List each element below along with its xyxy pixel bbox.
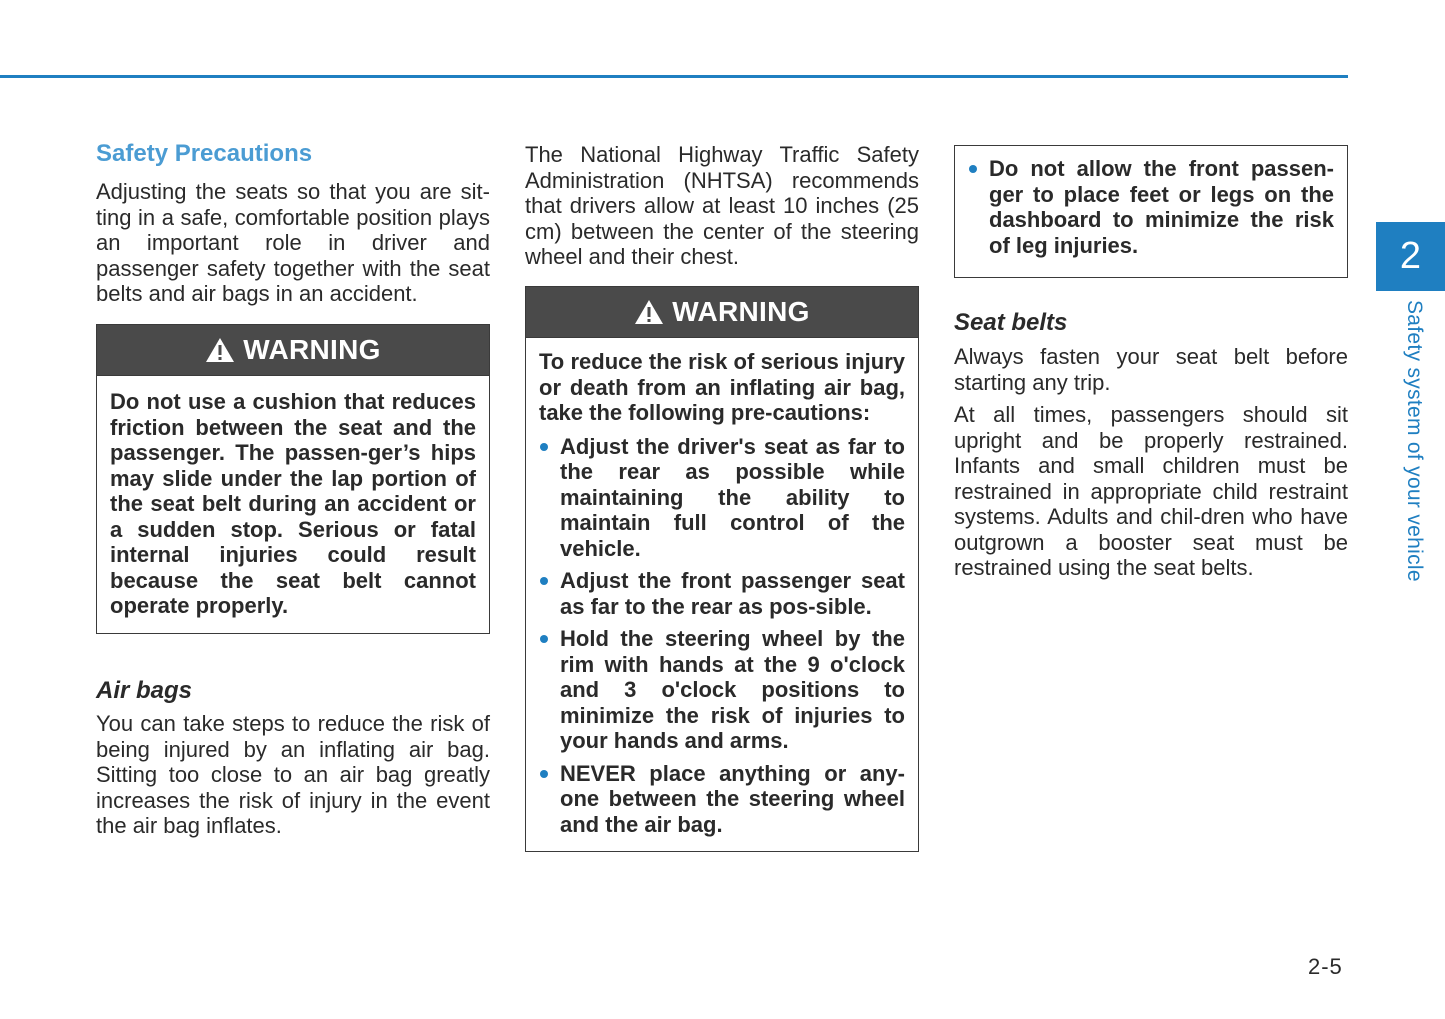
warning-box-cushion bbox=[96, 324, 490, 634]
nhtsa-paragraph: The National Highway Traffic Safety Administration (NHTSA) recommends that drivers allow at least 10 inches (25 cm) between the center of the steering wheel and their chest. bbox=[525, 142, 919, 269]
warning-header bbox=[97, 325, 489, 376]
bullet-dot-icon bbox=[540, 443, 548, 451]
continued-warning-box bbox=[954, 145, 1348, 278]
seatbelts-paragraph-1: Always fasten your seat belt before starting any trip. bbox=[954, 344, 1348, 395]
bullet-dot-icon bbox=[540, 635, 548, 643]
list-item: NEVER place anything or any-one between the steering wheel and the air bag. bbox=[539, 761, 905, 838]
intro-paragraph: Adjusting the seats so that you are sit-ting in a safe, comfortable position plays an important role in driver and passenger safety together with the seat belts and air bags in an accident. bbox=[96, 179, 490, 306]
bullet-dot-icon bbox=[540, 770, 548, 778]
bullet-dot-icon bbox=[540, 577, 548, 585]
warning-label: WARNING bbox=[243, 334, 381, 365]
warning-label: WARNING bbox=[672, 296, 810, 327]
airbags-title: Air bags bbox=[96, 677, 193, 704]
list-item: Adjust the front passenger seat as far to the rear as pos-sible. bbox=[539, 568, 905, 619]
airbags-paragraph: You can take steps to reduce the risk of being injured by an inflating air bag. Sitting too close to an air bag greatly increases the risk of injury in the event the air bag inflates. bbox=[96, 711, 490, 838]
warning-bullet-list bbox=[539, 434, 905, 838]
page-number: 2-5 bbox=[1308, 954, 1343, 979]
warning-triangle-icon bbox=[634, 299, 664, 325]
list-item: Adjust the driver's seat as far to the rear as possible while maintaining the ability to maintain full control of the vehicle. bbox=[539, 434, 905, 562]
warning-lead-text: To reduce the risk of serious injury or death from an inflating air bag, take the following pre-cautions: bbox=[539, 349, 905, 425]
warning-triangle-icon bbox=[205, 337, 235, 363]
seatbelts-paragraph-2: At all times, passengers should sit upright and be properly restrained. Infants and small children must be restrained in appropriate child restraint systems. Adults and chil-dren who have outgrown a booster seat must be restrained using the seat belts. bbox=[954, 402, 1348, 580]
chapter-title: Safety system of your vehicle bbox=[1403, 300, 1426, 582]
warning-text: Do not use a cushion that reduces friction between the seat and the passenger. The passen-ger’s hips may slide under the lap portion of the seat belt during an accident or a sudden stop. Serious or fatal internal injuries could result because the seat belt cannot operate properly. bbox=[110, 389, 476, 618]
bullet-dot-icon bbox=[969, 165, 977, 173]
section-title: Safety Precautions bbox=[96, 140, 313, 167]
chapter-tab: 2 bbox=[1376, 222, 1445, 291]
warning-box-airbag bbox=[525, 286, 919, 852]
list-item: Hold the steering wheel by the rim with hands at the 9 o'clock and 3 o'clock positions to minimize the risk of injuries to your hands and arms. bbox=[539, 626, 905, 754]
list-item: Do not allow the front passen-ger to place feet or legs on the dashboard to minimize the risk of leg injuries. bbox=[968, 156, 1334, 258]
seatbelts-title: Seat belts bbox=[954, 309, 1068, 336]
header-rule bbox=[0, 75, 1348, 78]
warning-header bbox=[526, 287, 918, 338]
